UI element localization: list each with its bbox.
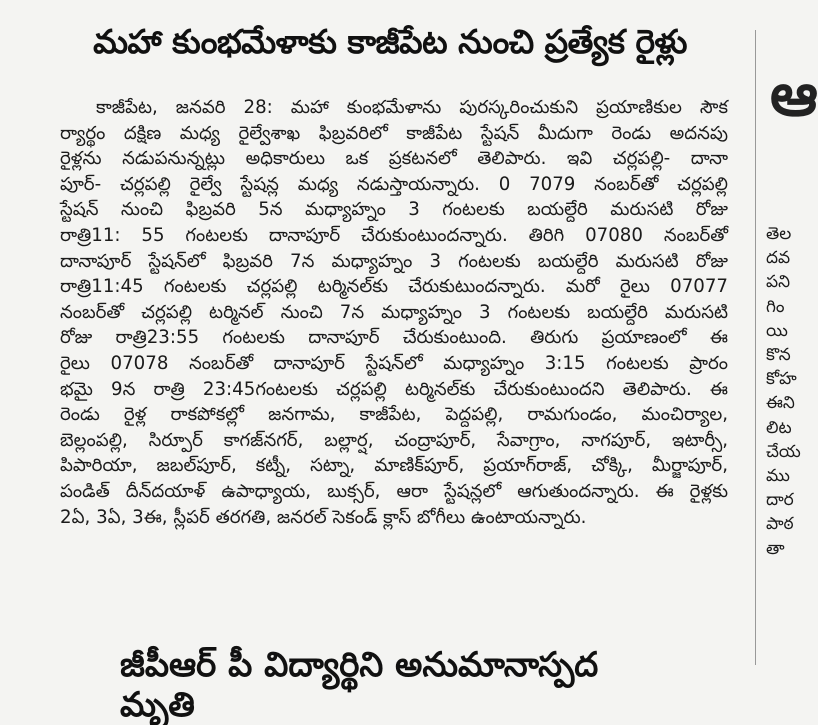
article-body-line: బెల్లంపల్లి, సిర్పూర్ కాగజ్‌నగర్, బల్లార్ష, చంద్రాపూర్, సేవాగ్రాం, నాగపూర్, ఇటార్సీ, xyxy=(60,429,728,451)
article-body-line: 2ఏ, 3ఏ, 3ఈ, స్లీపర్ తరగతి, జనరల్ సెకండ్ క్లాస్ బోగీలు ఉంటాయన్నారు. xyxy=(60,506,587,528)
next-article-headline: జీపీఆర్ పీ విద్యార్థిని అనుమానాస్పద మృతి xyxy=(120,645,599,725)
side-column-line: దార xyxy=(766,490,794,511)
side-column-line: చేయ xyxy=(766,441,801,462)
article-body-line: దానాపూర్ స్టేషన్‌లో ఫిబ్రవరి 7న మధ్యాహ్నం 3 గంటలకు బయల్దేరి మరుసటి రోజు xyxy=(60,250,728,272)
article-body xyxy=(60,95,728,530)
side-column-line: దవ xyxy=(766,248,791,269)
side-column-line: తెల xyxy=(766,224,792,244)
article-body-line: నంబర్‌తో చర్లపల్లి టర్మినల్ నుంచి 7న మధ్యాహ్నం 3 గంటలకు బయల్దేరి మరుసటి xyxy=(60,301,728,323)
side-column-line: పని xyxy=(766,272,791,293)
article-body-line: కాజీపేట, జనవరి 28: మహా కుంభమేళాను పురస్కరించుకుని ప్రయాణికుల సౌక xyxy=(96,97,728,118)
adjacent-column xyxy=(762,0,818,665)
article-body-line: రాత్రి11:45 గంటలకు చర్లపల్లి టర్మినల్‌కు చేరుకుటుందన్నారు. మరో రైలు 07077 xyxy=(60,276,728,298)
article-body-line: రెండు రైళ్ల రాకపోకల్లో జనగామ, కాజీపేట, పెద్దపల్లి, రామగుండం, మంచిర్యాల, xyxy=(60,404,728,426)
article-headline: మహా కుంభమేళాకు కాజీపేట నుంచి ప్రత్యేక రైళ్లు xyxy=(93,22,687,61)
article-body-line: రైలు 07078 నంబర్‌తో దానాపూర్ స్టేషన్‌లో మధ్యాహ్నం 3:15 గంటలకు ప్రారం xyxy=(60,352,728,374)
side-column-line: కొన xyxy=(766,345,791,366)
article-body-line: రాత్రి11: 55 గంటలకు దానాపూర్ చేరుకుంటుందన్నారు. తిరిగి 07080 నంబర్‌తో xyxy=(60,224,728,246)
article-body-line: పూర్- చర్లపల్లి రైల్వే స్టేషన్ల మధ్య నడుస్తాయన్నారు. 0 7079 నంబర్‌తో చర్లపల్లి xyxy=(60,173,728,195)
column-divider xyxy=(755,30,756,665)
side-column-text xyxy=(766,222,801,561)
side-column-line: కోహ xyxy=(766,369,797,390)
article-body-line: భమై 9న రాత్రి 23:45గంటలకు చర్లపల్లి టర్మినల్‌కు చేరుకుంటుందని తెలిపారు. ఈ xyxy=(60,378,728,400)
side-column-line: గిం xyxy=(766,296,785,317)
article-body-line: రైళ్లను నడుపనున్నట్లు అధికారులు ఒక ప్రకటనలో తెలిపారు. ఇవి చర్లపల్లి- దానా xyxy=(60,148,728,170)
side-column-line: యి xyxy=(766,320,788,341)
side-column-line: పాఠ xyxy=(766,514,794,535)
side-column-logo-glyph: ఆ xyxy=(770,60,818,130)
side-column-line: లిట xyxy=(766,417,792,438)
side-column-line: ము xyxy=(766,466,790,487)
side-column-line: తా xyxy=(766,538,785,559)
article-body-line: స్టేషన్ నుంచి ఫిబ్రవరి 5న మధ్యాహ్నం 3 గంటలకు బయల్దేరి మరుసటి రోజు xyxy=(60,199,728,221)
article-body-line: ర్యార్థం దక్షిణ మధ్య రైల్వేశాఖ ఫిబ్రవరిలో కాజీపేట స్టేషన్ మీదుగా రెండు అదనపు xyxy=(60,122,728,144)
article-body-line: పిపారియా, జబల్‌పూర్, కట్నీ, సట్నా, మాణిక్‌పూర్, ప్రయాగ్‌రాజ్, చోక్కి, మీర్జాపూర్, xyxy=(60,455,728,477)
article-body-line: పండిత్ దీన్‌దయాళ్ ఉపాధ్యాయ, బుక్సర్, ఆరా స్టేషన్లలో ఆగుతుందన్నారు. ఈ రైళ్లకు xyxy=(60,480,728,502)
side-column-line: ఈని xyxy=(766,393,795,414)
article-body-line: రోజు రాత్రి23:55 గంటలకు దానాపూర్ చేరుకుంటుంది. తిరుగు ప్రయాణంలో ఈ xyxy=(60,327,728,349)
